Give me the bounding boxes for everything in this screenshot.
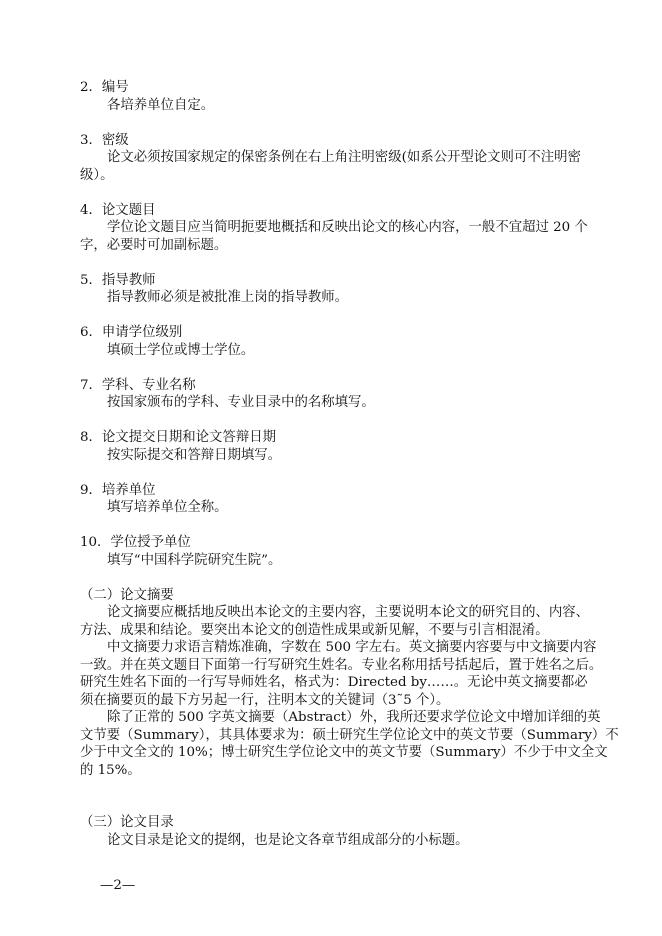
blank-line — [80, 797, 600, 815]
section — [80, 324, 600, 377]
section-heading: 3．密级 — [80, 132, 129, 148]
section-heading: 4．论文题目 — [80, 202, 156, 218]
section-heading: 7．学科、专业名称 — [80, 377, 196, 393]
section-heading: 6．申请学位级别 — [80, 325, 183, 340]
section — [80, 202, 600, 272]
paragraph-line: 一致。并在英文题目下面第一行写研究生姓名。专业名称用括号括起后，置于姓名之后。 — [80, 657, 603, 673]
paragraph — [80, 499, 600, 517]
paragraph — [80, 639, 603, 709]
paragraph-line: 指导教师必须是被批准上岗的指导教师。 — [107, 290, 349, 305]
blank-line — [80, 569, 600, 587]
section-heading: 5．指导教师 — [80, 272, 156, 288]
blank-line — [80, 114, 600, 132]
paragraph — [80, 219, 600, 254]
paragraph-line: 按实际提交和答辩日期填写。 — [107, 447, 282, 463]
section — [80, 482, 600, 535]
paragraph-line: 的 15%。 — [80, 762, 141, 778]
section — [80, 79, 600, 132]
paragraph — [80, 289, 600, 307]
page-number: —2— — [100, 878, 136, 893]
blank-line — [80, 184, 600, 202]
section-heading: 10．学位授予单位 — [80, 535, 191, 550]
paragraph-line: 少于中文全文的 10%；博士研究生学位论文中的英文节要（Summary）不少于中文全文 — [80, 745, 608, 760]
paragraph-line: 须在摘要页的最下方另起一行，注明本文的关键词（3˜5 个）。 — [80, 692, 450, 708]
paragraph-line: 除了正常的 500 字英文摘要（Abstract）外，我所还要求学位论文中增加详细的英 — [107, 710, 601, 725]
paragraph-line: 研究生姓名下面的一行写导师姓名，格式为：Directed by……。无论中英文摘要都必 — [80, 675, 588, 690]
paragraph-line: 论文目录是论文的提纲，也是论文各章节组成部分的小标题。 — [107, 832, 469, 848]
paragraph — [80, 604, 600, 639]
blank-line — [80, 359, 600, 377]
section-heading: 2．编号 — [80, 80, 129, 95]
paragraph-line: 填写培养单位全称。 — [107, 500, 228, 515]
paragraph — [80, 149, 600, 184]
section — [80, 377, 600, 430]
paragraph-line: 按国家颁布的学科、专业目录中的名称填写。 — [107, 395, 375, 410]
paragraph-line: 级）。 — [80, 167, 114, 183]
paragraph-line: 方法、成果和结论。要突出本论文的创造性成果或新见解，不要与引言相混淆。 — [80, 622, 549, 638]
paragraph — [80, 342, 600, 360]
blank-line — [80, 307, 600, 325]
blank-line — [80, 517, 600, 535]
blank-line — [80, 464, 600, 482]
blank-line — [80, 412, 600, 430]
document-body — [80, 79, 619, 849]
section — [80, 814, 600, 849]
section-heading: （三）论文目录 — [80, 815, 174, 830]
section-heading: 8．论文提交日期和论文答辩日期 — [80, 430, 276, 445]
paragraph-line: 填写“中国科学院研究生院”。 — [107, 552, 282, 568]
paragraph-line: 文节要（Summary），其具体要求为：硕士研究生学位论文中的英文节要（Summary）不 — [80, 727, 619, 743]
paragraph — [80, 552, 600, 570]
blank-line — [80, 779, 600, 797]
section — [80, 534, 600, 587]
paragraph-line: 中文摘要力求语言精炼准确，字数在 500 字左右。英文摘要内容要与中文摘要内容 — [107, 640, 597, 655]
paragraph-line: 各培养单位自定。 — [107, 97, 215, 113]
paragraph — [80, 394, 600, 412]
section — [80, 429, 600, 482]
section-heading: （二）论文摘要 — [80, 587, 174, 603]
section — [80, 132, 600, 202]
section — [80, 272, 600, 325]
paragraph — [80, 97, 600, 115]
section-heading: 9．培养单位 — [80, 482, 156, 498]
paragraph-line: 学位论文题目应当简明扼要地概括和反映出论文的核心内容，一般不宜超过 20 个 — [107, 220, 588, 235]
blank-line — [80, 254, 600, 272]
paragraph — [80, 709, 619, 779]
paragraph-line: 论文必须按国家规定的保密条例在右上角注明密级(如系公开型论文则可不注明密 — [107, 150, 581, 165]
paragraph — [80, 447, 600, 465]
paragraph-line: 字，必要时可加副标题。 — [80, 237, 228, 253]
paragraph — [80, 832, 600, 850]
paragraph-line: 论文摘要应概括地反映出本论文的主要内容，主要说明本论文的研究目的、内容、 — [107, 605, 590, 620]
section — [80, 587, 619, 815]
paragraph-line: 填硕士学位或博士学位。 — [107, 342, 255, 358]
